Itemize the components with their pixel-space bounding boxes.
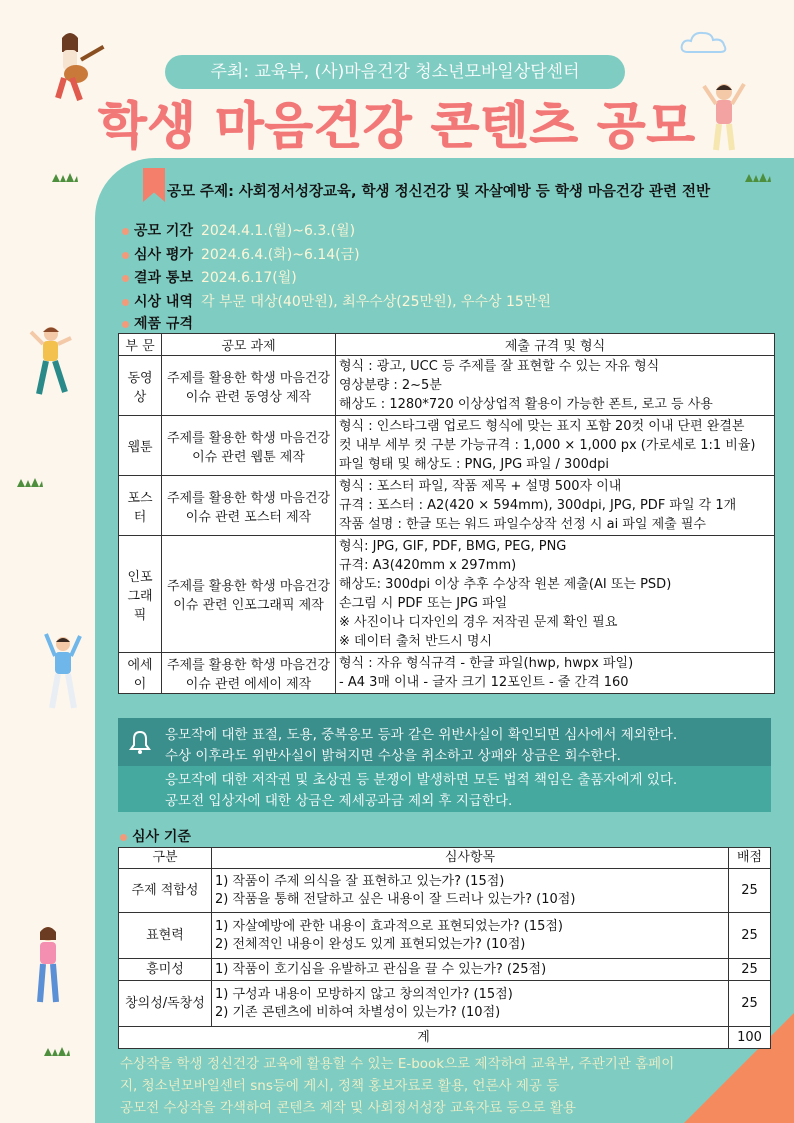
walking-girl-illustration xyxy=(28,920,68,1010)
score-cell: 25 xyxy=(729,913,771,959)
items-cell xyxy=(212,981,729,1027)
table-row xyxy=(119,653,775,694)
spec-cell xyxy=(336,653,775,694)
page-title: 학생 마음건강 콘텐츠 공모 xyxy=(98,97,696,155)
topic-text: 공모 주제: 사회정서성장교육, 학생 정신건강 및 자살예방 등 학생 마음건강 관련 전반 xyxy=(167,184,711,200)
judge-table xyxy=(118,847,771,1049)
spec-line: 형식 : 포스터 파일, 작품 제목 + 설명 500자 이내 xyxy=(339,479,622,494)
info-item xyxy=(122,267,297,287)
score-cell: 25 xyxy=(729,959,771,981)
info-item xyxy=(122,220,355,240)
bullet-icon xyxy=(122,299,129,306)
criteria-cell: 창의성/독창성 xyxy=(119,981,212,1027)
spec-line: 규격: A3(420mm x 297mm) xyxy=(339,558,517,573)
items-cell xyxy=(212,869,729,913)
footer-line: 수상작을 학생 정신건강 교육에 활용할 수 있는 E-book으로 제작하여 교육부, 주관기관 홈페이 xyxy=(120,1056,675,1072)
bullet-icon xyxy=(120,834,127,841)
bullet-icon xyxy=(122,228,129,235)
spec-line: 작품 설명 : 한글 또는 워드 파일수상작 선정 시 ai 파일 제출 필수 xyxy=(339,517,706,532)
items-cell xyxy=(212,913,729,959)
spec-cell xyxy=(336,476,775,536)
item-line: 2) 전체적인 내용이 완성도 있게 표현되었는가? (10점) xyxy=(215,936,526,952)
spec-line: 형식 : 광고, UCC 등 주제를 잘 표현할 수 있는 자유 형식 xyxy=(339,359,660,374)
spec-line: 해상도: 300dpi 이상 추후 수상작 원본 제출(AI 또는 PSD) xyxy=(339,577,672,592)
spec-line: 규격 : 포스터 : A2(420 × 594mm), 300dpi, JPG, PDF 파일 각 1개 xyxy=(339,498,737,513)
cloud-icon xyxy=(680,30,730,54)
criteria-cell: 주제 적합성 xyxy=(119,869,212,913)
table-header: 부 문 xyxy=(119,334,162,356)
info-item xyxy=(122,291,551,311)
info-key: 시상 내역 xyxy=(134,294,193,310)
item-line: 1) 작품이 호기심을 유발하고 관심을 끌 수 있는가? (25점) xyxy=(215,961,547,977)
info-key: 제품 규격 xyxy=(134,316,193,332)
total-row xyxy=(119,1027,771,1049)
table-row xyxy=(119,536,775,653)
grass-icon xyxy=(745,172,771,182)
table-header: 배점 xyxy=(729,848,771,869)
item-line: 1) 구성과 내용이 모방하지 않고 창의적인가? (15점) xyxy=(215,986,513,1002)
host-banner: 주최: 교육부, (사)마음건강 청소년모바일상담센터 xyxy=(165,55,625,89)
table-row xyxy=(119,476,775,536)
spec-line: 파일 형태 및 해상도 : PNG, JPG 파일 / 300dpi xyxy=(339,457,609,472)
task-cell: 주제를 활용한 학생 마음건강 이슈 관련 포스터 제작 xyxy=(162,476,336,536)
task-cell: 주제를 활용한 학생 마음건강 이슈 관련 웹툰 제작 xyxy=(162,416,336,476)
table-row xyxy=(119,959,771,981)
grass-icon xyxy=(52,172,78,182)
grass-icon xyxy=(44,1046,70,1056)
notice-line: 응모작에 대한 저작권 및 초상권 등 분쟁이 발생하면 모든 법적 책임은 출품자에게 있다. xyxy=(165,772,678,788)
bell-icon xyxy=(126,728,154,756)
notice-line: 응모작에 대한 표절, 도용, 중복응모 등과 같은 위반사실이 확인되면 심사에서 제외한다. xyxy=(165,727,678,743)
table-header-row xyxy=(119,848,771,869)
bullet-icon xyxy=(122,252,129,259)
info-value: 각 부문 대상(40만원), 최우수상(25만원), 우수상 15만원 xyxy=(200,294,551,310)
spec-cell xyxy=(336,536,775,653)
table-row xyxy=(119,356,775,416)
criteria-cell: 표현력 xyxy=(119,913,212,959)
notice-line: 수상 이후라도 위반사실이 밝혀지면 수상을 취소하고 상패와 상금은 회수한다. xyxy=(165,748,621,764)
spec-cell xyxy=(336,356,775,416)
category-cell: 에세이 xyxy=(119,653,162,694)
item-line: 2) 기존 콘텐츠에 비하여 차별성이 있는가? (10점) xyxy=(215,1004,501,1020)
category-cell: 인포그래픽 xyxy=(119,536,162,653)
table-row xyxy=(119,869,771,913)
total-score: 100 xyxy=(729,1027,771,1049)
info-item xyxy=(122,244,360,264)
spec-line: ※ 사진이나 디자인의 경우 저작권 문제 확인 필요 xyxy=(339,615,618,630)
spec-line: 형식: JPG, GIF, PDF, BMG, PEG, PNG xyxy=(339,539,567,554)
criteria-cell: 흥미성 xyxy=(119,959,212,981)
dancing-girl-illustration xyxy=(25,320,75,400)
table-row xyxy=(119,913,771,959)
info-item xyxy=(122,313,201,333)
footer-line: 공모전 수상작을 각색하여 콘텐츠 제작 및 사회정서성장 교육자료 등으로 활용 xyxy=(120,1100,576,1116)
table-row xyxy=(119,416,775,476)
info-value: 2024.6.17(월) xyxy=(200,270,297,286)
info-key: 공모 기간 xyxy=(134,223,193,239)
spec-line: 컷 내부 세부 컷 구분 가능규격 : 1,000 × 1,000 px (가로세로 1:1 비율) xyxy=(339,438,756,453)
bullet-icon xyxy=(122,275,129,282)
table-header: 심사항목 xyxy=(212,848,729,869)
jumping-boy-illustration xyxy=(40,630,86,716)
items-cell xyxy=(212,959,729,981)
score-cell: 25 xyxy=(729,981,771,1027)
spec-table xyxy=(118,333,775,694)
bullet-icon xyxy=(122,321,129,328)
notice-line: 공모전 입상자에 대한 상금은 제세공과금 제외 후 지급한다. xyxy=(165,793,513,809)
table-row xyxy=(119,981,771,1027)
grass-icon xyxy=(17,477,43,487)
notice-box-secondary xyxy=(118,766,771,812)
item-line: 1) 작품이 주제 의식을 잘 표현하고 있는가? (15점) xyxy=(215,873,505,889)
judge-heading-text: 심사 기준 xyxy=(132,829,191,845)
footer-line: 지, 청소년모바일센터 sns등에 게시, 정책 홍보자료로 활용, 언론사 제공 등 xyxy=(120,1078,560,1094)
task-cell: 주제를 활용한 학생 마음건강 이슈 관련 동영상 제작 xyxy=(162,356,336,416)
task-cell: 주제를 활용한 학생 마음건강 이슈 관련 에세이 제작 xyxy=(162,653,336,694)
table-header: 구분 xyxy=(119,848,212,869)
spec-line: - A4 3매 이내 - 글자 크기 12포인트 - 줄 간격 160 xyxy=(339,675,629,690)
task-cell: 주제를 활용한 학생 마음건강 이슈 관련 인포그래픽 제작 xyxy=(162,536,336,653)
info-value: 2024.4.1.(월)~6.3.(월) xyxy=(200,223,356,239)
table-header: 공모 과제 xyxy=(162,334,336,356)
info-value: 2024.6.4.(화)~6.14(금) xyxy=(200,247,360,263)
spec-line: 손그림 시 PDF 또는 JPG 파일 xyxy=(339,596,508,611)
score-cell: 25 xyxy=(729,869,771,913)
total-label: 계 xyxy=(119,1027,729,1049)
table-header: 제출 규격 및 형식 xyxy=(336,334,775,356)
table-header-row xyxy=(119,334,775,356)
info-key: 결과 통보 xyxy=(134,270,193,286)
category-cell: 동영상 xyxy=(119,356,162,416)
spec-line: 형식 : 인스타그램 업로드 형식에 맞는 표지 포함 20컷 이내 단편 완결본 xyxy=(339,419,745,434)
info-key: 심사 평가 xyxy=(134,247,193,263)
spec-cell xyxy=(336,416,775,476)
category-cell: 포스터 xyxy=(119,476,162,536)
spec-line: 영상분량 : 2~5분 xyxy=(339,378,442,393)
judge-heading xyxy=(120,826,191,846)
item-line: 2) 작품을 통해 전달하고 싶은 내용이 잘 드러나 있는가? (10점) xyxy=(215,891,576,907)
item-line: 1) 자살예방에 관한 내용이 효과적으로 표현되었는가? (15점) xyxy=(215,918,563,934)
spec-line: 해상도 : 1280*720 이상상업적 활용이 가능한 폰트, 로고 등 사용 xyxy=(339,397,713,412)
notice-box xyxy=(118,718,771,766)
spec-line: 형식 : 자유 형식규격 - 한글 파일(hwp, hwpx 파일) xyxy=(339,656,634,671)
spec-line: ※ 데이터 출처 반드시 명시 xyxy=(339,634,493,649)
category-cell: 웹툰 xyxy=(119,416,162,476)
